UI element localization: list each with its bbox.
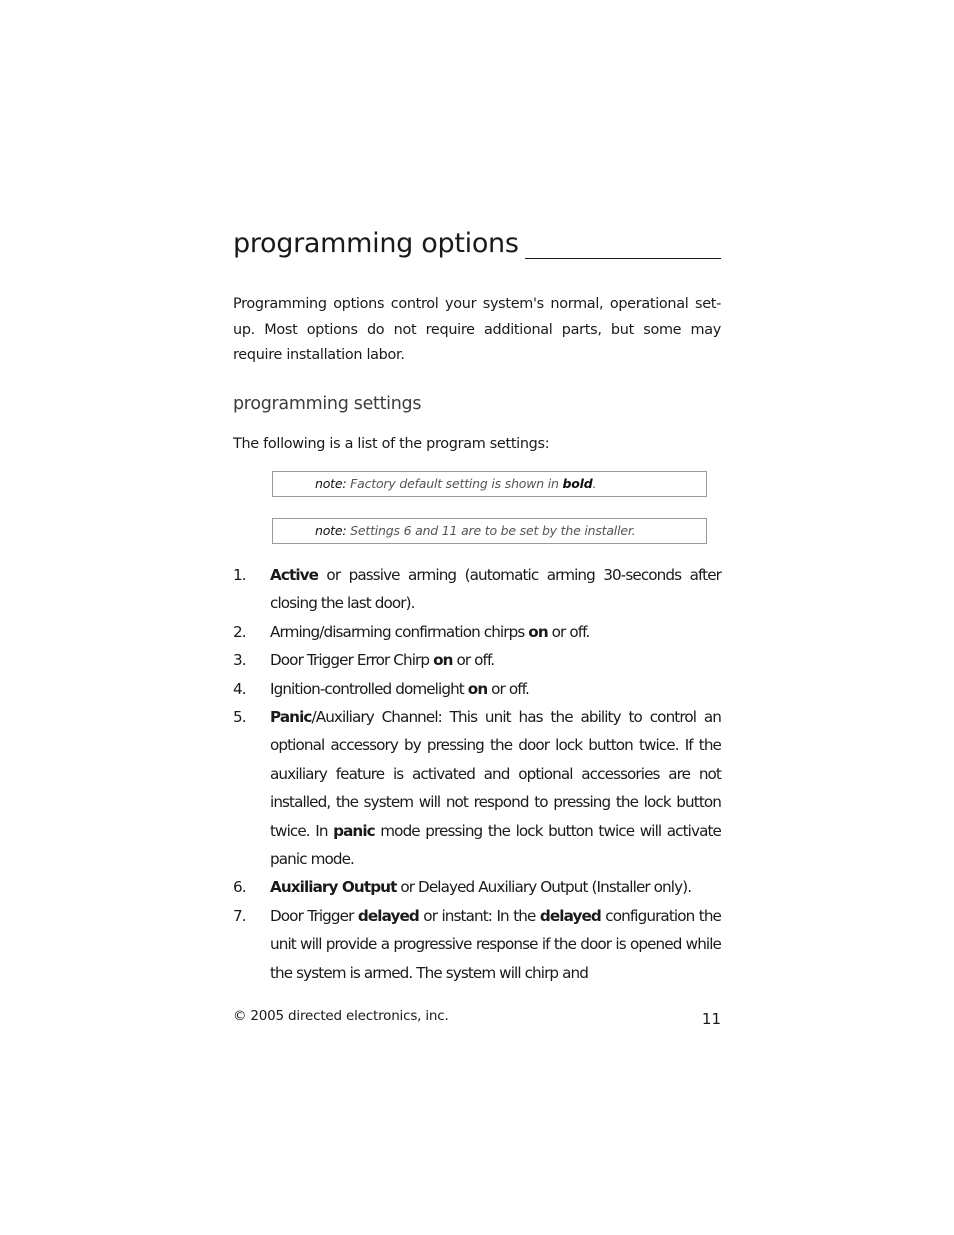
note-label: note: [315,523,347,538]
footer-copyright: © 2005 directed electronics, inc. [233,1008,449,1024]
settings-list [233,561,721,987]
list-item-bold-text: Active [270,566,319,584]
note-text: Settings 6 and 11 are to be set by the installer. [346,523,636,538]
list-item-bold-text: delayed [539,906,601,925]
list-item-text: /Auxiliary Channel: This unit has the ability to control an optional accessory by pressing the door lock button twice. If the auxiliary feature is activated and optional accessories are not installed, the system will not respond to pressing the lock button twice. In [270,708,721,840]
settings-list-item [233,873,721,901]
list-item-number: 3. [233,651,246,670]
list-item-text: or passive arming (automatic arming 30-seconds after closing the last door). [270,566,721,613]
lead-paragraph: The following is a list of the program settings: [233,436,550,452]
list-item-text: Door Trigger [270,906,358,925]
note-text-end: . [592,476,597,491]
intro-paragraph: Programming options control your system's normal, operational set-up. Most options do not require additional parts, but some may require installation labor. [233,296,721,363]
settings-list-item [233,646,721,674]
note-box-installer-settings [272,518,707,544]
list-item-bold-text: on [433,651,453,670]
page-number: 11 [701,1010,721,1028]
settings-list-item [233,902,721,987]
list-item-bold-text: panic [333,821,375,840]
list-item-bold-text: on [467,679,488,698]
list-item-text: or off. [487,679,529,698]
list-item-number: 5. [233,708,246,727]
list-item-number: 7. [233,906,246,925]
settings-list-item [233,561,721,618]
list-item-text: or off. [452,651,495,670]
settings-list-item [233,675,721,703]
note-label: note: [315,476,347,491]
list-item-text: or Delayed Auxiliary Output (Installer only). [396,878,692,897]
page-title-rule [233,228,721,259]
note-text: Factory default setting is shown in [346,476,563,491]
list-item-text: Ignition-controlled domelight [270,679,468,698]
list-item-number: 4. [233,679,246,698]
list-item-bold-text: on [528,622,548,641]
list-item-text: mode pressing the lock button twice will activate panic mode. [270,821,721,869]
list-item-bold-text: Panic [270,708,312,727]
list-item-text: Arming/disarming confirmation chirps [270,622,529,641]
list-item-text: or off. [547,622,590,641]
section-heading: programming settings [233,394,422,414]
note-bold-text: bold [562,476,593,491]
list-item-number: 1. [233,566,246,584]
list-item-text: or instant: In the [418,906,540,925]
settings-list-item [233,703,721,873]
list-item-number: 6. [233,878,246,897]
list-item-text: Door Trigger Error Chirp [270,651,434,670]
list-item-number: 2. [233,622,246,641]
page-title: programming options [233,228,525,260]
settings-list-item [233,618,721,646]
note-box-default-setting [272,471,707,497]
list-item-text: configuration the unit will provide a progressive response if the door is opened while the system is armed. The system will chirp and [270,906,721,982]
list-item-bold-text: Auxiliary Output [270,878,397,897]
list-item-bold-text: delayed [357,906,419,925]
